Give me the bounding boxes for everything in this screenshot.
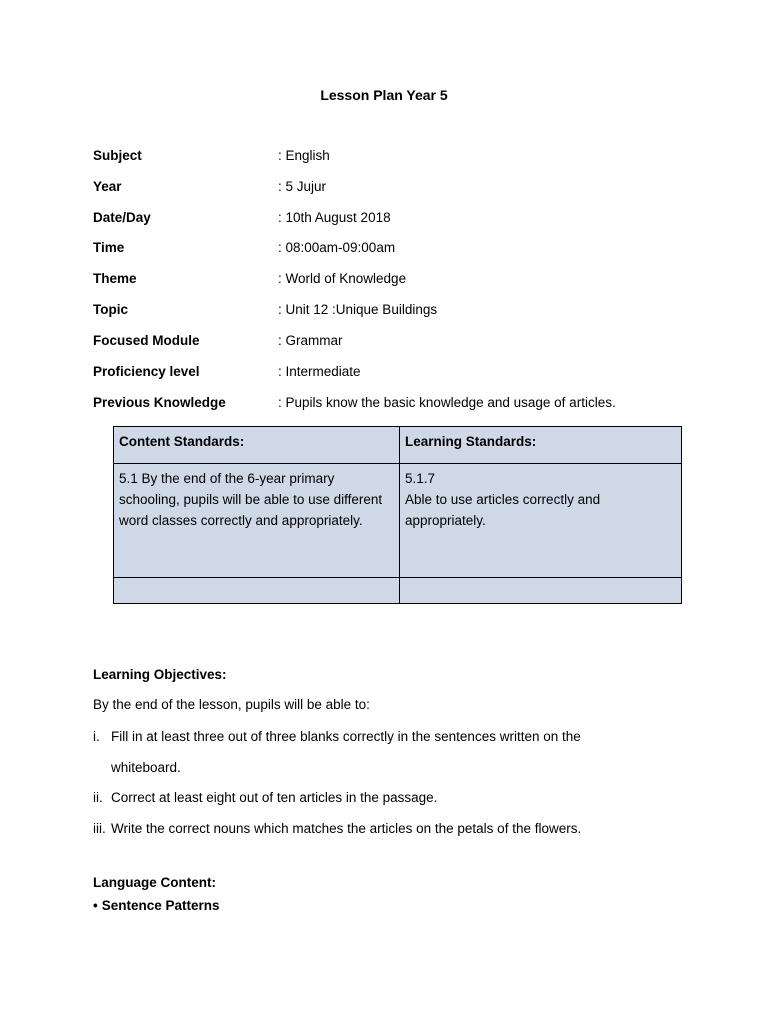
language-content-heading: Language Content: xyxy=(93,875,216,890)
info-label: Focused Module xyxy=(93,333,200,348)
list-item xyxy=(93,898,220,913)
empty-cell xyxy=(114,578,400,604)
info-value: : Pupils know the basic knowledge and usage of articles. xyxy=(278,395,616,410)
info-label: Proficiency level xyxy=(93,364,200,379)
table-header-row xyxy=(114,427,682,464)
empty-cell xyxy=(400,578,682,604)
standards-table xyxy=(113,426,682,604)
bullet-text: Sentence Patterns xyxy=(101,898,220,913)
info-row-year xyxy=(93,179,713,199)
info-row-date xyxy=(93,210,713,230)
info-row-subject xyxy=(93,148,713,168)
list-item-text: Fill in at least three out of three blanks correctly in the sentences written on the whiteboard. xyxy=(111,729,581,775)
info-value: : Intermediate xyxy=(278,364,361,379)
list-item-number: ii. xyxy=(93,790,103,805)
bullet-icon: • xyxy=(93,898,98,913)
info-label: Date/Day xyxy=(93,210,151,225)
learning-standards-header: Learning Standards: xyxy=(400,427,682,464)
info-row-topic xyxy=(93,302,713,322)
content-standards-text: 5.1 By the end of the 6-year primary schooling, pupils will be able to use different word classes correctly and appropriately. xyxy=(119,471,383,528)
learning-standards-text: Able to use articles correctly and appropriately. xyxy=(405,492,601,528)
list-item-number: iii. xyxy=(93,821,106,836)
info-value: : 08:00am-09:00am xyxy=(278,240,396,255)
objectives-intro: By the end of the lesson, pupils will be able to: xyxy=(93,697,370,712)
table-row xyxy=(114,464,682,578)
learning-standards-cell xyxy=(400,464,682,578)
content-standards-cell xyxy=(114,464,400,578)
info-label: Year xyxy=(93,179,122,194)
list-item-text: Correct at least eight out of ten articles in the passage. xyxy=(111,790,438,805)
table-empty-row xyxy=(114,578,682,604)
list-item-text: Write the correct nouns which matches the articles on the petals of the flowers. xyxy=(111,821,582,836)
info-label: Time xyxy=(93,240,125,255)
info-row-theme xyxy=(93,271,713,291)
learning-standards-code: 5.1.7 xyxy=(405,471,436,486)
info-row-time xyxy=(93,240,713,260)
info-value: : Unit 12 :Unique Buildings xyxy=(278,302,438,317)
document-title: Lesson Plan Year 5 xyxy=(320,87,448,103)
info-label: Previous Knowledge xyxy=(93,395,226,410)
info-value: : 5 Jujur xyxy=(278,179,327,194)
info-value: : English xyxy=(278,148,330,163)
info-row-previous-knowledge xyxy=(93,395,713,415)
info-value: : World of Knowledge xyxy=(278,271,407,286)
info-row-proficiency xyxy=(93,364,713,384)
learning-objectives-heading: Learning Objectives: xyxy=(93,667,227,682)
info-label: Topic xyxy=(93,302,128,317)
info-label: Theme xyxy=(93,271,137,286)
info-row-module xyxy=(93,333,713,353)
info-value: : 10th August 2018 xyxy=(278,210,391,225)
list-item-number: i. xyxy=(93,729,100,744)
info-label: Subject xyxy=(93,148,142,163)
content-standards-header: Content Standards: xyxy=(114,427,400,464)
info-value: : Grammar xyxy=(278,333,343,348)
